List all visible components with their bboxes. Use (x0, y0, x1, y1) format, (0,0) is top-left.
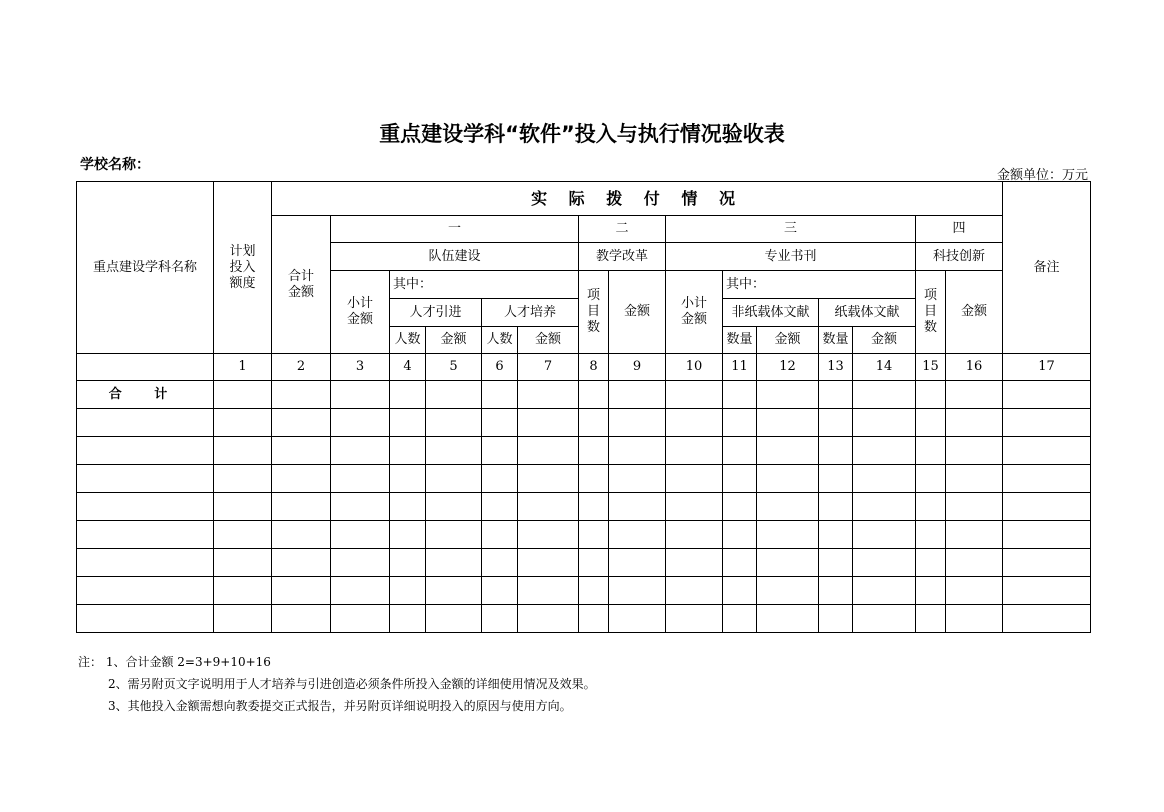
table-cell[interactable] (331, 549, 390, 577)
table-cell[interactable] (1003, 549, 1091, 577)
table-cell[interactable] (819, 409, 853, 437)
table-cell[interactable] (482, 521, 518, 549)
table-cell[interactable] (1003, 437, 1091, 465)
table-cell[interactable] (390, 409, 426, 437)
table-cell[interactable] (916, 409, 946, 437)
table-cell[interactable] (609, 521, 666, 549)
table-cell[interactable] (77, 493, 214, 521)
header-section-4: 四 (916, 216, 1003, 243)
table-cell[interactable] (916, 605, 946, 633)
table-cell[interactable] (853, 521, 916, 549)
table-row (77, 437, 1091, 465)
table-cell[interactable] (946, 437, 1003, 465)
table-cell[interactable] (853, 465, 916, 493)
table-cell[interactable] (819, 437, 853, 465)
table-cell[interactable] (482, 465, 518, 493)
table-cell[interactable] (482, 577, 518, 605)
header-amount-paper: 金额 (853, 327, 916, 354)
table-cell[interactable] (518, 409, 579, 437)
table-cell[interactable] (1003, 381, 1091, 409)
table-cell[interactable] (1003, 409, 1091, 437)
table-cell[interactable] (819, 465, 853, 493)
table-row (77, 493, 1091, 521)
table-cell[interactable] (609, 409, 666, 437)
note-line: 2、需另附页文字说明用于人才培养与引进创造必须条件所投入金额的详细使用情况及效果。 (108, 677, 596, 691)
table-cell[interactable] (426, 381, 482, 409)
table-cell[interactable] (579, 437, 609, 465)
table-cell[interactable] (272, 577, 331, 605)
col-number: 14 (853, 354, 916, 381)
total-row (77, 381, 1091, 409)
header-section-2: 二 (579, 216, 666, 243)
header-persons-intro: 人数 (390, 327, 426, 354)
header-plan: 计划 投入 额度 (214, 182, 272, 354)
header-amount-train: 金额 (518, 327, 579, 354)
table-cell[interactable] (666, 493, 723, 521)
table-cell[interactable] (390, 465, 426, 493)
total-row-label: 合 计 (77, 381, 214, 409)
col-number: 12 (757, 354, 819, 381)
table-cell[interactable] (853, 549, 916, 577)
table-cell[interactable] (819, 605, 853, 633)
table-cell[interactable] (916, 465, 946, 493)
table-cell[interactable] (723, 549, 757, 577)
table-cell[interactable] (757, 409, 819, 437)
table-cell[interactable] (723, 493, 757, 521)
table-cell[interactable] (579, 577, 609, 605)
table-cell[interactable] (518, 381, 579, 409)
table-row (77, 577, 1091, 605)
table-cell[interactable] (214, 381, 272, 409)
table-cell[interactable] (214, 549, 272, 577)
table-cell[interactable] (272, 465, 331, 493)
table-cell[interactable] (609, 605, 666, 633)
table-cell[interactable] (579, 465, 609, 493)
table-cell[interactable] (666, 605, 723, 633)
header-amount-tech: 金额 (946, 271, 1003, 354)
table-cell[interactable] (331, 605, 390, 633)
school-name-label: 学校名称： (80, 157, 150, 173)
table-cell[interactable] (853, 493, 916, 521)
table-cell[interactable] (723, 605, 757, 633)
table-cell[interactable] (853, 381, 916, 409)
table-cell[interactable] (214, 493, 272, 521)
col-number: 16 (946, 354, 1003, 381)
table-cell[interactable] (666, 409, 723, 437)
header-total-amount: 合计 金额 (272, 216, 331, 354)
table-cell[interactable] (482, 381, 518, 409)
table-cell[interactable] (518, 437, 579, 465)
table-cell[interactable] (723, 577, 757, 605)
table-cell[interactable] (77, 549, 214, 577)
col-number-blank (77, 354, 214, 381)
table-row (77, 465, 1091, 493)
table-cell[interactable] (214, 437, 272, 465)
table-cell[interactable] (331, 521, 390, 549)
table-cell[interactable] (77, 521, 214, 549)
table-cell[interactable] (916, 577, 946, 605)
acceptance-table (76, 181, 1091, 633)
table-cell[interactable] (331, 437, 390, 465)
col-number: 7 (518, 354, 579, 381)
table-cell[interactable] (331, 577, 390, 605)
table-cell[interactable] (723, 437, 757, 465)
table-cell[interactable] (482, 409, 518, 437)
table-cell[interactable] (77, 605, 214, 633)
table-cell[interactable] (666, 381, 723, 409)
col-number: 4 (390, 354, 426, 381)
table-cell[interactable] (916, 521, 946, 549)
col-number: 8 (579, 354, 609, 381)
col-number: 15 (916, 354, 946, 381)
note-line: 注： 1、合计金额 2=3+9+10+16 (78, 655, 271, 669)
col-number: 17 (1003, 354, 1091, 381)
table-body (77, 381, 1091, 633)
table-cell[interactable] (723, 521, 757, 549)
header-amount-teaching: 金额 (609, 271, 666, 354)
table-cell[interactable] (723, 465, 757, 493)
table-cell[interactable] (272, 549, 331, 577)
header-journals: 专业书刊 (666, 243, 916, 271)
page-title: 重点建设学科“软件”投入与执行情况验收表 (379, 122, 785, 146)
col-number: 13 (819, 354, 853, 381)
table-cell[interactable] (579, 381, 609, 409)
table-cell[interactable] (609, 577, 666, 605)
table-cell[interactable] (609, 381, 666, 409)
table-row (77, 521, 1091, 549)
table-cell[interactable] (946, 493, 1003, 521)
table-cell[interactable] (946, 577, 1003, 605)
header-qty-paper: 数量 (819, 327, 853, 354)
col-number: 10 (666, 354, 723, 381)
table-cell[interactable] (272, 409, 331, 437)
table-cell[interactable] (757, 521, 819, 549)
table-cell[interactable] (916, 381, 946, 409)
header-discipline: 重点建设学科名称 (77, 182, 214, 354)
table-cell[interactable] (77, 465, 214, 493)
header-subtotal-1: 小计 金额 (331, 271, 390, 354)
header-section-1: 一 (331, 216, 579, 243)
table-cell[interactable] (579, 521, 609, 549)
table-cell[interactable] (482, 493, 518, 521)
header-teaching-reform: 教学改革 (579, 243, 666, 271)
table-cell[interactable] (77, 409, 214, 437)
table-cell[interactable] (666, 465, 723, 493)
table-cell[interactable] (390, 521, 426, 549)
table-cell[interactable] (390, 577, 426, 605)
table-cell[interactable] (272, 381, 331, 409)
table-cell[interactable] (819, 493, 853, 521)
header-projects-1: 项 目 数 (579, 271, 609, 354)
table-cell[interactable] (272, 521, 331, 549)
table-cell[interactable] (426, 605, 482, 633)
table-cell[interactable] (819, 521, 853, 549)
notes (78, 651, 596, 717)
table-cell[interactable] (426, 437, 482, 465)
header-amount-nonpaper: 金额 (757, 327, 819, 354)
table-cell[interactable] (609, 437, 666, 465)
table-cell[interactable] (214, 605, 272, 633)
table-cell[interactable] (666, 437, 723, 465)
table-cell[interactable] (666, 549, 723, 577)
table-cell[interactable] (946, 605, 1003, 633)
table-cell[interactable] (272, 605, 331, 633)
col-number: 5 (426, 354, 482, 381)
table-cell[interactable] (853, 577, 916, 605)
table-cell[interactable] (331, 493, 390, 521)
table-cell[interactable] (214, 521, 272, 549)
header-qty-nonpaper: 数量 (723, 327, 757, 354)
table-cell[interactable] (916, 493, 946, 521)
table-cell[interactable] (518, 465, 579, 493)
table-cell[interactable] (426, 577, 482, 605)
table-cell[interactable] (757, 381, 819, 409)
col-number: 11 (723, 354, 757, 381)
table-cell[interactable] (426, 465, 482, 493)
table-cell[interactable] (819, 577, 853, 605)
table-cell[interactable] (518, 549, 579, 577)
table-cell[interactable] (757, 577, 819, 605)
col-number: 1 (214, 354, 272, 381)
table-cell[interactable] (482, 549, 518, 577)
table-cell[interactable] (609, 549, 666, 577)
table-cell[interactable] (579, 493, 609, 521)
table-cell[interactable] (214, 465, 272, 493)
table-cell[interactable] (819, 381, 853, 409)
table-cell[interactable] (390, 493, 426, 521)
table-cell[interactable] (757, 437, 819, 465)
table-cell[interactable] (77, 577, 214, 605)
header-talent-introduction: 人才引进 (390, 299, 482, 327)
header-amount-intro: 金额 (426, 327, 482, 354)
table-cell[interactable] (723, 409, 757, 437)
table-cell[interactable] (579, 409, 609, 437)
table-cell[interactable] (426, 521, 482, 549)
table-cell[interactable] (390, 381, 426, 409)
header-of-which-1: 其中： (390, 271, 579, 299)
table-cell[interactable] (518, 577, 579, 605)
header-section-3: 三 (666, 216, 916, 243)
amount-unit-label: 金额单位：万元 (996, 168, 1088, 183)
table-cell[interactable] (331, 381, 390, 409)
header-team-building: 队伍建设 (331, 243, 579, 271)
table-row (77, 409, 1091, 437)
table-cell[interactable] (946, 465, 1003, 493)
table-cell[interactable] (426, 549, 482, 577)
table-cell[interactable] (819, 549, 853, 577)
table-cell[interactable] (426, 493, 482, 521)
table-cell[interactable] (1003, 465, 1091, 493)
table-cell[interactable] (757, 493, 819, 521)
column-number-row (77, 354, 1091, 381)
header-subtotal-2: 小计 金额 (666, 271, 723, 354)
header-non-paper-literature: 非纸载体文献 (723, 299, 819, 327)
header-paper-literature: 纸载体文献 (819, 299, 916, 327)
table-cell[interactable] (757, 605, 819, 633)
table-cell[interactable] (916, 549, 946, 577)
col-number: 6 (482, 354, 518, 381)
header-talent-training: 人才培养 (482, 299, 579, 327)
header-remarks: 备注 (1003, 182, 1091, 354)
table-cell[interactable] (482, 437, 518, 465)
table-cell[interactable] (1003, 605, 1091, 633)
table-cell[interactable] (518, 521, 579, 549)
table-cell[interactable] (518, 493, 579, 521)
table-cell[interactable] (757, 549, 819, 577)
table-cell[interactable] (426, 409, 482, 437)
table-row (77, 549, 1091, 577)
table-cell[interactable] (214, 577, 272, 605)
col-number: 2 (272, 354, 331, 381)
table-cell[interactable] (609, 465, 666, 493)
table-cell[interactable] (666, 521, 723, 549)
table-cell[interactable] (331, 465, 390, 493)
header-of-which-2: 其中： (723, 271, 916, 299)
header-projects-2: 项 目 数 (916, 271, 946, 354)
table-cell[interactable] (77, 437, 214, 465)
table-cell[interactable] (390, 437, 426, 465)
note-line: 3、其他投入金额需想向教委提交正式报告，并另附页详细说明投入的原因与使用方向。 (108, 699, 572, 713)
table-cell[interactable] (723, 381, 757, 409)
table-cell[interactable] (757, 465, 819, 493)
table-cell[interactable] (853, 437, 916, 465)
table-cell[interactable] (946, 521, 1003, 549)
table-cell[interactable] (853, 605, 916, 633)
table-cell[interactable] (214, 409, 272, 437)
table-cell[interactable] (946, 409, 1003, 437)
table-cell[interactable] (390, 605, 426, 633)
col-number: 3 (331, 354, 390, 381)
table-cell[interactable] (946, 549, 1003, 577)
table-cell[interactable] (946, 381, 1003, 409)
table-cell[interactable] (916, 437, 946, 465)
table-cell[interactable] (853, 409, 916, 437)
header-persons-train: 人数 (482, 327, 518, 354)
table-cell[interactable] (518, 605, 579, 633)
table-cell[interactable] (390, 549, 426, 577)
table-cell[interactable] (579, 549, 609, 577)
table-cell[interactable] (609, 493, 666, 521)
table-cell[interactable] (1003, 521, 1091, 549)
table-cell[interactable] (666, 577, 723, 605)
header-actual: 实 际 拨 付 情 况 (272, 182, 1003, 216)
table-row (77, 605, 1091, 633)
table-cell[interactable] (272, 493, 331, 521)
header-tech-innovation: 科技创新 (916, 243, 1003, 271)
table-cell[interactable] (579, 605, 609, 633)
table-cell[interactable] (331, 409, 390, 437)
col-number: 9 (609, 354, 666, 381)
table-cell[interactable] (482, 605, 518, 633)
table-cell[interactable] (1003, 577, 1091, 605)
table-cell[interactable] (1003, 493, 1091, 521)
table-cell[interactable] (272, 437, 331, 465)
